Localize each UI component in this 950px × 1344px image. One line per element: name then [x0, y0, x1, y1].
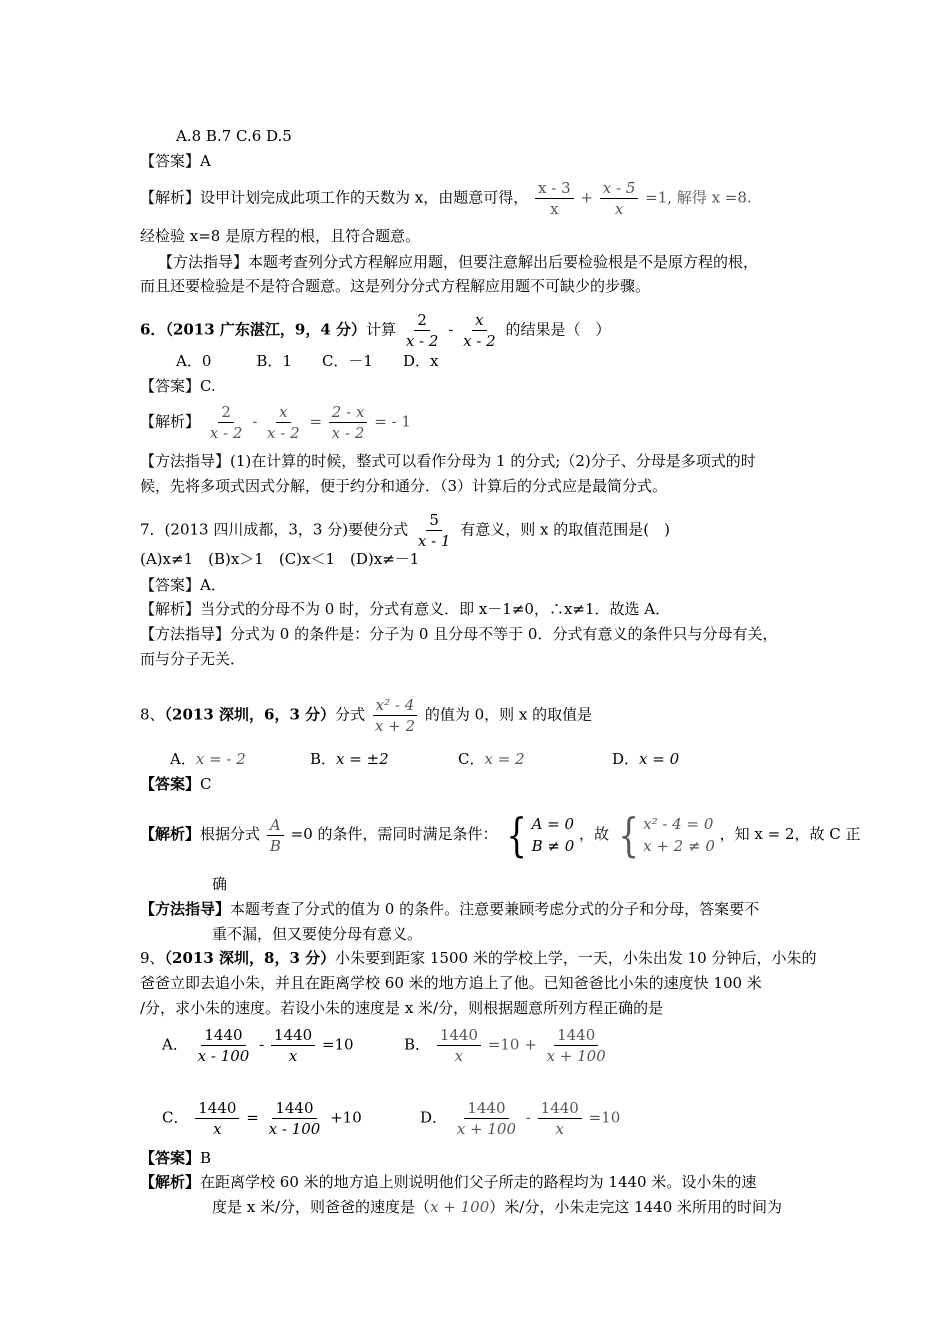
q6-analysis-fraction-3: $\frac{2 - x}{x - 2}$ [329, 402, 368, 443]
q8-option-d: D．x = 0 [612, 750, 680, 768]
q8-analysis-tail: 确 [212, 875, 228, 893]
q6-fraction-2: $\frac{x}{x - 2}$ [463, 311, 496, 350]
q7-answer: 【答案】A． [140, 576, 226, 594]
q8-stem: 8、（2013 深圳，6，3 分）分式 $\frac{\text{x² - 4}}{x + 2}$ 的值为 0，则 x 的取值是 [140, 696, 593, 735]
q8-system-2: { x² - 4 = 0 x + 2 ≠ 0 [618, 808, 715, 862]
q6-answer: 【答案】C. [140, 377, 216, 395]
q7-options: (A)x≠1 (B)x＞1 (C)x＜1 (D)x≠－1 [140, 550, 420, 568]
q9-stem-line-1: 9、（2013 深圳，8，3 分）小朱要到距家 1500 米的学校上学，一天，小朱出发 10 分钟后，小朱的 [140, 949, 817, 967]
q5-method-line-2: 而且还要检验是不是符合题意。这是列分分式方程解应用题不可缺少的步骤。 [140, 277, 651, 295]
q6-method-line-2: 候，先将多项式因式分解，便于约分和通分．（3）计算后的分式应是最简分式。 [140, 477, 668, 495]
q5-fraction-1: $\frac{x - 3}{x}$ [535, 178, 574, 219]
q7-analysis: 【解析】当分式的分母不为 0 时，分式有意义．即 x－1≠0，∴x≠1．故选 A． [140, 600, 671, 618]
q8-analysis: 【解析】根据分式 $\frac{A}{B}$ =0 的条件，需同时满足条件： { A = 0 B ≠ 0 ，故 { x² - 4 = 0 x + 2 ≠ 0 ，知 x = 2，故 C 正 [140, 808, 861, 862]
q6-analysis: 【解析】 $\frac{2}{x - 2}$ - $\frac{x}{x - 2}$ = $\frac{2 - x}{x - 2}$ = - 1 [140, 403, 411, 442]
q8-answer: 【答案】C [140, 775, 212, 793]
q9-analysis-line-2: 度是 x 米/分，则爸爸的速度是（x + 100）米/分，小朱走完这 1440 米所用的时间为 [212, 1198, 783, 1216]
q9-stem-line-3: /分，求小朱的速度。若设小朱的速度是 x 米/分，则根据题意所列方程正确的是 [140, 999, 664, 1017]
q9-option-a: A． $\frac{1440}{x - 100}$ - $\frac{1440}{x}$ =10 [162, 1026, 354, 1065]
q9-option-d: D． $\frac{1440}{x + 100}$ - $\frac{1440}{x}$ =10 [420, 1099, 621, 1138]
q5-fraction-2: $\frac{x - 5}{x}$ [600, 178, 639, 219]
q6-options: A．0 B．1 C．－1 D．x [176, 352, 439, 370]
q8-option-b: B．x = ±2 [310, 750, 389, 768]
q6-analysis-fraction-1: $\frac{2}{x - 2}$ [209, 403, 243, 442]
q6-stem: 6．（2013 广东湛江，9，4 分）计算 $\frac{2}{x - 2}$ - $\frac{x}{x - 2}$ 的结果是（ ） [140, 311, 611, 350]
q6-method-line-1: 【方法指导】(1)在计算的时候，整式可以看作分母为 1 的分式;（2)分子、分母是多项式的时 [140, 452, 756, 470]
q9-option-c: C． $\frac{1440}{x}$ = $\frac{1440}{x - 100}$ +10 [162, 1099, 362, 1138]
q8-system-1: { A = 0 B ≠ 0 [506, 808, 575, 862]
q8-ab-fraction: $\frac{A}{B}$ [267, 815, 284, 856]
q8-method-line-2: 重不漏，但又要使分母有意义。 [212, 925, 423, 943]
q8-method-line-1: 【方法指导】本题考查了分式的值为 0 的条件。注意要兼顾考虑分式的分子和分母，答案要不 [140, 900, 760, 918]
q5-method-line-1: 【方法指导】本题考查列分式方程解应用题，但要注意解出后要检验根是不是原方程的根， [158, 253, 759, 271]
q9-stem-line-2: 爸爸立即去追小朱，并且在距离学校 60 米的地方追上了他。已知爸爸比小朱的速度快 100 米 [140, 974, 762, 992]
q5-answer: 【答案】A [140, 152, 211, 170]
q8-option-a: A．x = - 2 [170, 750, 246, 768]
q5-options: A.8 B.7 C.6 D.5 [176, 127, 292, 145]
q5-analysis: 【解析】设甲计划完成此项工作的天数为 x，由题意可得， $\frac{x - 3}{x}$ + $\frac{x - 5}{x}$ =1, 解得 x =8. [140, 179, 752, 218]
q7-method-line-1: 【方法指导】分式为 0 的条件是：分子为 0 且分母不等于 0．分式有意义的条件只与分母有关， [140, 625, 778, 643]
q9-answer: 【答案】B [140, 1149, 212, 1167]
q6-analysis-fraction-2: $\frac{x}{x - 2}$ [267, 403, 300, 442]
q7-method-line-2: 而与分子无关． [140, 650, 246, 668]
q7-fraction: $\frac{5}{x - 1}$ [417, 511, 451, 550]
q9-option-b: B． $\frac{1440}{x}$ =10 + $\frac{1440}{x + 100}$ [404, 1026, 606, 1065]
q9-analysis-line-1: 【解析】在距离学校 60 米的地方追上则说明他们父子所走的路程均为 1440 米。设小朱的速 [140, 1173, 757, 1191]
q5-check: 经检验 x=8 是原方程的根，且符合题意。 [140, 227, 421, 245]
q8-option-c: C．x = 2 [458, 750, 525, 768]
q6-fraction-1: $\frac{2}{x - 2}$ [405, 311, 439, 350]
q8-fraction: $\frac{\text{x² - 4}}{x + 2}$ [372, 695, 418, 736]
q7-stem: 7．(2013 四川成都，3，3 分)要使分式 $\frac{5}{x - 1}$ 有意义，则 x 的取值范围是( ) [140, 511, 670, 550]
